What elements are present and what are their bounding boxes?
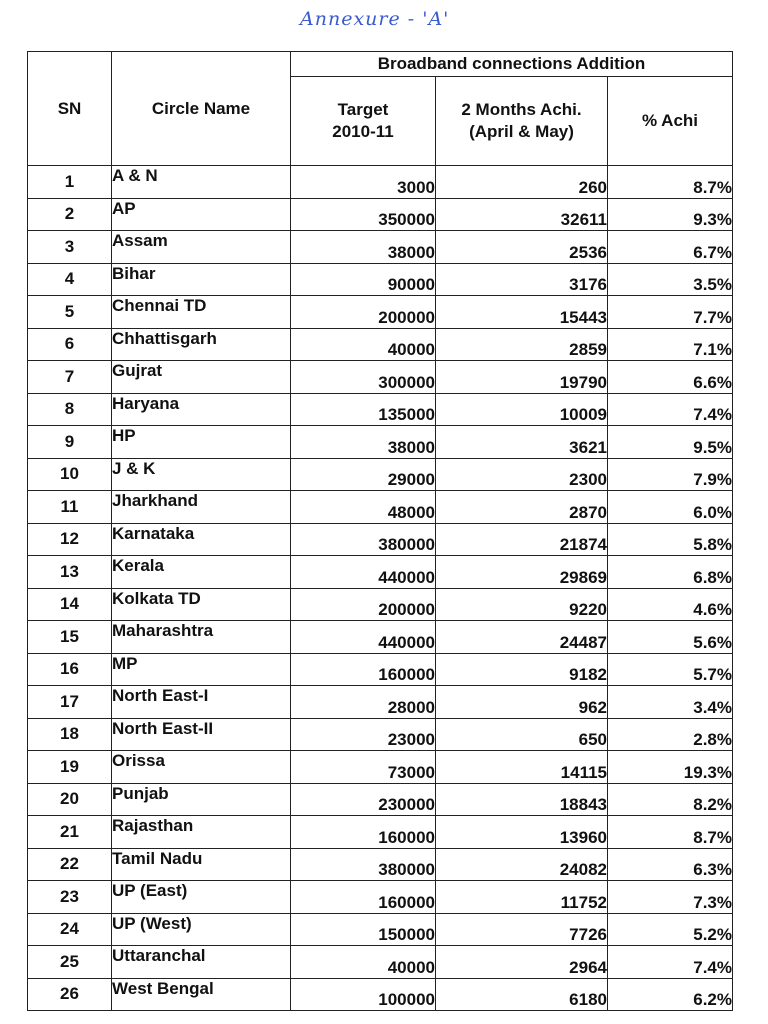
- row-percent: 7.4%: [608, 946, 733, 979]
- row-achievement: 24082: [436, 848, 608, 881]
- row-achievement: 18843: [436, 783, 608, 816]
- row-achievement: 10009: [436, 393, 608, 426]
- row-percent: 7.1%: [608, 328, 733, 361]
- row-target: 38000: [291, 426, 436, 459]
- row-circle-name: UP (West): [112, 913, 291, 946]
- row-target: 230000: [291, 783, 436, 816]
- row-achievement: 2300: [436, 458, 608, 491]
- row-sn: 9: [28, 426, 112, 459]
- row-achievement: 29869: [436, 556, 608, 589]
- table-row: [28, 881, 733, 914]
- row-circle-name: Haryana: [112, 393, 291, 426]
- row-sn: 7: [28, 361, 112, 394]
- header-circle-name: Circle Name: [112, 52, 291, 166]
- row-percent: 7.9%: [608, 458, 733, 491]
- row-percent: 6.2%: [608, 978, 733, 1011]
- row-percent: 7.4%: [608, 393, 733, 426]
- row-sn: 11: [28, 491, 112, 524]
- row-percent: 5.7%: [608, 653, 733, 686]
- table-row: [28, 491, 733, 524]
- row-percent: 6.8%: [608, 556, 733, 589]
- row-achievement: 260: [436, 166, 608, 199]
- row-target: 48000: [291, 491, 436, 524]
- row-percent: 4.6%: [608, 588, 733, 621]
- row-target: 440000: [291, 621, 436, 654]
- row-percent: 19.3%: [608, 751, 733, 784]
- row-percent: 8.7%: [608, 816, 733, 849]
- header-percent: % Achi: [608, 77, 733, 166]
- table-row: [28, 426, 733, 459]
- row-circle-name: Bihar: [112, 263, 291, 296]
- header-target-line2: 2010-11: [332, 122, 394, 141]
- table-header: [28, 52, 733, 166]
- row-achievement: 2859: [436, 328, 608, 361]
- annexure-title: Annexure - 'A': [300, 8, 450, 30]
- row-sn: 23: [28, 881, 112, 914]
- broadband-table: [27, 51, 733, 1011]
- table-row: [28, 588, 733, 621]
- table-row: [28, 166, 733, 199]
- row-target: 150000: [291, 913, 436, 946]
- row-percent: 7.3%: [608, 881, 733, 914]
- header-group: Broadband connections Addition: [291, 52, 733, 77]
- row-achievement: 6180: [436, 978, 608, 1011]
- row-sn: 4: [28, 263, 112, 296]
- row-sn: 25: [28, 946, 112, 979]
- row-circle-name: HP: [112, 426, 291, 459]
- row-target: 380000: [291, 848, 436, 881]
- row-sn: 21: [28, 816, 112, 849]
- row-circle-name: Tamil Nadu: [112, 848, 291, 881]
- table-row: [28, 686, 733, 719]
- table-row: [28, 913, 733, 946]
- row-percent: 6.3%: [608, 848, 733, 881]
- table-row: [28, 458, 733, 491]
- row-sn: 3: [28, 231, 112, 264]
- row-achievement: 650: [436, 718, 608, 751]
- row-target: 29000: [291, 458, 436, 491]
- row-achievement: 24487: [436, 621, 608, 654]
- row-target: 440000: [291, 556, 436, 589]
- table-row: [28, 556, 733, 589]
- row-circle-name: MP: [112, 653, 291, 686]
- row-target: 200000: [291, 588, 436, 621]
- row-percent: 6.6%: [608, 361, 733, 394]
- row-circle-name: Chennai TD: [112, 296, 291, 329]
- row-circle-name: North East-I: [112, 686, 291, 719]
- row-achievement: 7726: [436, 913, 608, 946]
- row-achievement: 2870: [436, 491, 608, 524]
- row-percent: 3.4%: [608, 686, 733, 719]
- row-sn: 26: [28, 978, 112, 1011]
- table-row: [28, 361, 733, 394]
- row-circle-name: West Bengal: [112, 978, 291, 1011]
- row-target: 160000: [291, 816, 436, 849]
- row-circle-name: Rajasthan: [112, 816, 291, 849]
- row-achievement: 962: [436, 686, 608, 719]
- row-percent: 6.0%: [608, 491, 733, 524]
- row-percent: 5.2%: [608, 913, 733, 946]
- table-row: [28, 653, 733, 686]
- row-circle-name: Maharashtra: [112, 621, 291, 654]
- row-achievement: 21874: [436, 523, 608, 556]
- row-sn: 15: [28, 621, 112, 654]
- table-row: [28, 978, 733, 1011]
- row-sn: 13: [28, 556, 112, 589]
- row-circle-name: Karnataka: [112, 523, 291, 556]
- row-target: 160000: [291, 881, 436, 914]
- row-achievement: 2536: [436, 231, 608, 264]
- header-achievement: [436, 77, 608, 166]
- row-sn: 2: [28, 198, 112, 231]
- header-achievement-line2: (April & May): [469, 122, 574, 141]
- row-sn: 8: [28, 393, 112, 426]
- row-circle-name: Kerala: [112, 556, 291, 589]
- table-body: [28, 166, 733, 1011]
- row-percent: 5.8%: [608, 523, 733, 556]
- table-row: [28, 523, 733, 556]
- row-achievement: 3176: [436, 263, 608, 296]
- row-achievement: 13960: [436, 816, 608, 849]
- row-sn: 12: [28, 523, 112, 556]
- table-row: [28, 816, 733, 849]
- row-target: 350000: [291, 198, 436, 231]
- table-row: [28, 393, 733, 426]
- row-sn: 17: [28, 686, 112, 719]
- table-row: [28, 328, 733, 361]
- header-target-line1: Target: [337, 100, 389, 119]
- row-circle-name: Orissa: [112, 751, 291, 784]
- row-percent: 9.3%: [608, 198, 733, 231]
- row-target: 135000: [291, 393, 436, 426]
- row-target: 28000: [291, 686, 436, 719]
- row-sn: 1: [28, 166, 112, 199]
- table-row: [28, 848, 733, 881]
- row-target: 40000: [291, 328, 436, 361]
- row-circle-name: UP (East): [112, 881, 291, 914]
- row-circle-name: Chhattisgarh: [112, 328, 291, 361]
- table-row: [28, 263, 733, 296]
- row-sn: 20: [28, 783, 112, 816]
- row-sn: 10: [28, 458, 112, 491]
- table-row: [28, 751, 733, 784]
- row-target: 23000: [291, 718, 436, 751]
- table-row: [28, 296, 733, 329]
- row-achievement: 2964: [436, 946, 608, 979]
- row-circle-name: Gujrat: [112, 361, 291, 394]
- row-target: 200000: [291, 296, 436, 329]
- table-row: [28, 946, 733, 979]
- table-row: [28, 718, 733, 751]
- row-target: 38000: [291, 231, 436, 264]
- row-percent: 7.7%: [608, 296, 733, 329]
- row-circle-name: Assam: [112, 231, 291, 264]
- row-sn: 18: [28, 718, 112, 751]
- row-achievement: 15443: [436, 296, 608, 329]
- table-row: [28, 621, 733, 654]
- row-target: 380000: [291, 523, 436, 556]
- table-row: [28, 198, 733, 231]
- row-percent: 8.2%: [608, 783, 733, 816]
- row-circle-name: Uttaranchal: [112, 946, 291, 979]
- row-sn: 24: [28, 913, 112, 946]
- row-target: 300000: [291, 361, 436, 394]
- header-achievement-line1: 2 Months Achi.: [461, 100, 582, 119]
- row-circle-name: J & K: [112, 458, 291, 491]
- row-sn: 14: [28, 588, 112, 621]
- row-percent: 2.8%: [608, 718, 733, 751]
- row-achievement: 19790: [436, 361, 608, 394]
- row-target: 90000: [291, 263, 436, 296]
- row-percent: 6.7%: [608, 231, 733, 264]
- row-circle-name: Punjab: [112, 783, 291, 816]
- row-circle-name: Jharkhand: [112, 491, 291, 524]
- row-achievement: 9182: [436, 653, 608, 686]
- row-achievement: 32611: [436, 198, 608, 231]
- row-percent: 3.5%: [608, 263, 733, 296]
- row-achievement: 11752: [436, 881, 608, 914]
- row-sn: 16: [28, 653, 112, 686]
- row-circle-name: AP: [112, 198, 291, 231]
- row-target: 160000: [291, 653, 436, 686]
- row-target: 73000: [291, 751, 436, 784]
- row-circle-name: Kolkata TD: [112, 588, 291, 621]
- row-sn: 6: [28, 328, 112, 361]
- header-sn: SN: [28, 52, 112, 166]
- row-sn: 22: [28, 848, 112, 881]
- row-circle-name: A & N: [112, 166, 291, 199]
- row-achievement: 9220: [436, 588, 608, 621]
- row-sn: 5: [28, 296, 112, 329]
- header-target: [291, 77, 436, 166]
- row-target: 100000: [291, 978, 436, 1011]
- row-target: 40000: [291, 946, 436, 979]
- row-achievement: 14115: [436, 751, 608, 784]
- row-target: 3000: [291, 166, 436, 199]
- row-sn: 19: [28, 751, 112, 784]
- row-circle-name: North East-II: [112, 718, 291, 751]
- row-percent: 9.5%: [608, 426, 733, 459]
- table-row: [28, 231, 733, 264]
- row-achievement: 3621: [436, 426, 608, 459]
- table-row: [28, 783, 733, 816]
- row-percent: 5.6%: [608, 621, 733, 654]
- row-percent: 8.7%: [608, 166, 733, 199]
